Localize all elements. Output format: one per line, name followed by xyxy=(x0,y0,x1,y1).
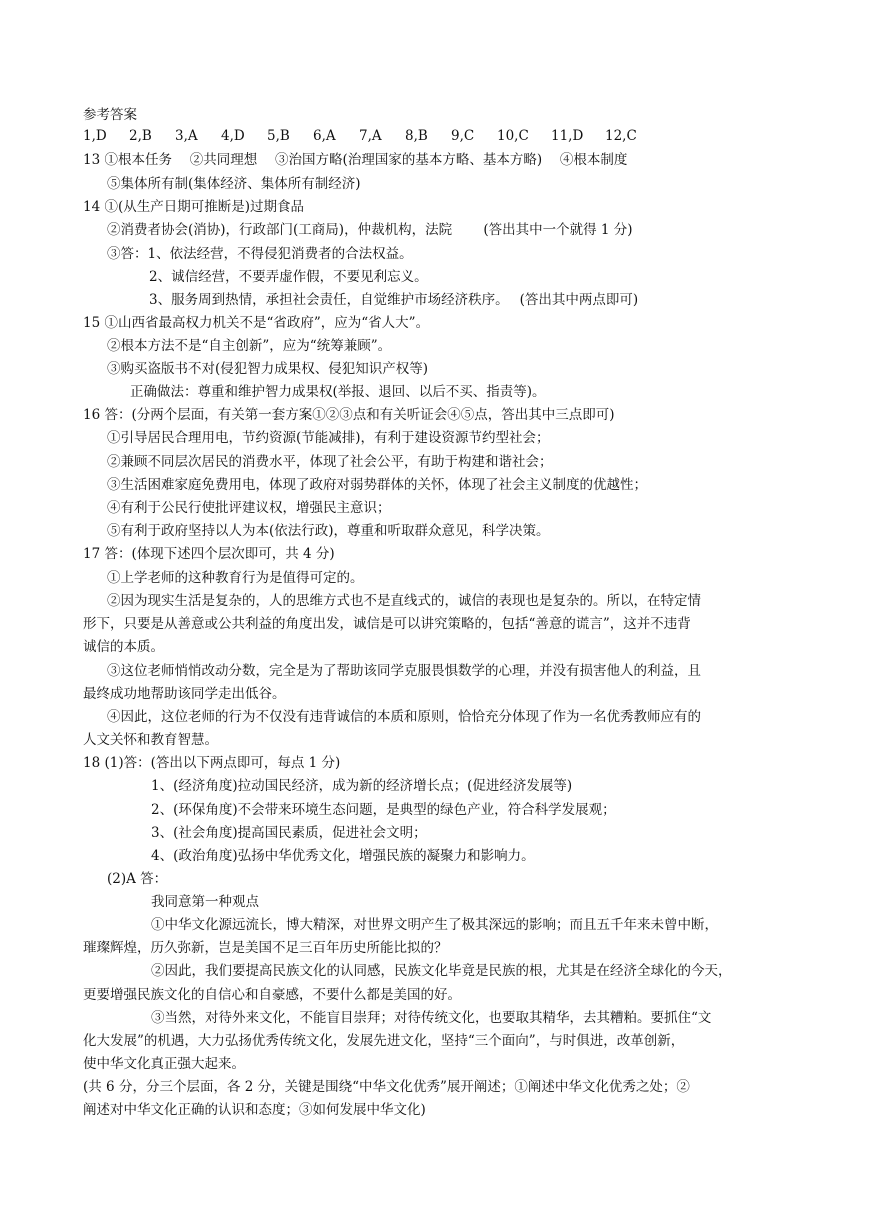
q16-answer: ②兼顾不同层次居民的消费水平，体现了社会公平，有助于构建和谐社会； xyxy=(107,454,553,470)
q17-answer: 形下，只要是从善意或公共利益的角度出发，诚信是可以讲究策略的，包括“善意的谎言”，这并不违背 xyxy=(83,616,691,632)
q15-answer: ②根本方法不是“自主创新”，应为“统筹兼顾”。 xyxy=(107,338,392,354)
choice-answer: 1,D xyxy=(83,128,107,144)
q14-answer: 2、诚信经营，不要弄虚作假，不要见利忘义。 xyxy=(149,269,428,285)
choice-answer: 7,A xyxy=(359,128,382,144)
q13-answer: ⑤集体所有制(集体经济、集体所有制经济) xyxy=(107,176,361,192)
q17-answer: 诚信的本质。 xyxy=(83,639,164,655)
q18-answer: 更要增强民族文化的自信心和自豪感，不要什么都是美国的好。 xyxy=(83,987,461,1003)
q17-answer: ④因此，这位老师的行为不仅没有违背诚信的本质和原则，恰恰充分体现了作为一名优秀教师应有的 xyxy=(107,709,701,725)
q17-answer: 人文关怀和教育智慧。 xyxy=(83,732,218,748)
q18-answer: 璀璨辉煌，历久弥新，岂是美国不足三百年历史所能比拟的？ xyxy=(83,940,448,956)
choice-answer: 8,B xyxy=(405,128,428,144)
choice-answer: 6,A xyxy=(313,128,336,144)
scoring-note: (共 6 分，分三个层面，各 2 分，关键是围绕“中华文化优秀”展开阐述；①阐述中华文化优秀之处；② xyxy=(83,1079,690,1095)
q18-answer: 4、(政治角度)弘扬中华优秀文化，增强民族的凝聚力和影响力。 xyxy=(151,848,535,864)
q17-answer: 最终成功地帮助该同学走出低谷。 xyxy=(83,686,286,702)
choice-answer: 4,D xyxy=(221,128,245,144)
choice-answer: 10,C xyxy=(497,128,529,144)
q16-answer: ①引导居民合理用电，节约资源(节能减排)，有利于建设资源节约型社会； xyxy=(107,430,550,446)
q17-answer: ①上学老师的这种教育行为是值得可定的。 xyxy=(107,570,364,586)
q18-answer: 我同意第一种观点 xyxy=(151,894,259,910)
q18-answer: (2)A 答： xyxy=(107,871,168,887)
choice-answer: 9,C xyxy=(451,128,475,144)
q14-answer: 14 ①(从生产日期可推断是)过期食品 xyxy=(83,199,305,215)
q16-answer: 16 答：(分两个层面，有关第一套方案①②③点和有关听证会④⑤点，答出其中三点即可) xyxy=(83,407,615,423)
choice-answer: 2,B xyxy=(129,128,152,144)
q14-answer: ③答：1、依法经营，不得侵犯消费者的合法权益。 xyxy=(107,246,413,262)
q15-answer: 正确做法：尊重和维护智力成果权(举报、退回、以后不买、指责等)。 xyxy=(130,384,546,400)
scoring-note: 阐述对中华文化正确的认识和态度；③如何发展中华文化) xyxy=(83,1102,426,1118)
q18-answer: 3、(社会角度)提高国民素质，促进社会文明； xyxy=(151,825,427,841)
choice-answer: 11,D xyxy=(551,128,584,144)
q18-answer: 化大发展”的机遇，大力弘扬优秀传统文化，发展先进文化，坚持“三个面向”，与时俱进，改革创新， xyxy=(83,1033,685,1049)
q17-answer: ②因为现实生活是复杂的，人的思维方式也不是直线式的，诚信的表现也是复杂的。所以，在特定情 xyxy=(107,593,701,609)
q16-answer: ④有利于公民行使批评建议权，增强民主意识； xyxy=(107,500,391,516)
q18-answer: 18 (1)答：(答出以下两点即可，每点 1 分) xyxy=(83,755,341,771)
q18-answer: 1、(经济角度)拉动国民经济，成为新的经济增长点；(促进经济发展等) xyxy=(151,778,573,794)
q18-answer: 2、(环保角度)不会带来环境生态问题，是典型的绿色产业，符合科学发展观； xyxy=(151,802,616,818)
q14-answer: ②消费者协会(消协)，行政部门(工商局)，仲裁机构，法院 (答出其中一个就得 1 分) xyxy=(107,222,633,238)
q15-answer: 15 ①山西省最高权力机关不是“省政府”，应为“省人大”。 xyxy=(83,315,430,331)
q17-answer: 17 答：(体现下述四个层次即可，共 4 分) xyxy=(83,546,335,562)
q18-answer: ①中华文化源远流长，博大精深，对世界文明产生了极其深远的影响；而且五千年来未曾中断， xyxy=(151,917,718,933)
q16-answer: ③生活困难家庭免费用电，体现了政府对弱势群体的关怀，体现了社会主义制度的优越性； xyxy=(107,477,647,493)
page-title: 参考答案 xyxy=(83,107,137,123)
q18-answer: ②因此，我们要提高民族文化的认同感，民族文化毕竟是民族的根，尤其是在经济全球化的今天， xyxy=(151,963,732,979)
q13-answer: 13 ①根本任务 ②共同理想 ③治国方略(治理国家的基本方略、基本方略) ④根本制度 xyxy=(83,152,628,168)
q18-answer: ③当然，对待外来文化，不能盲目崇拜；对待传统文化，也要取其精华，去其糟粕。要抓住“文 xyxy=(151,1010,712,1026)
q18-answer: 使中华文化真正强大起来。 xyxy=(83,1056,245,1072)
choice-answer: 5,B xyxy=(267,128,290,144)
choice-answer: 12,C xyxy=(605,128,637,144)
choice-answer: 3,A xyxy=(175,128,198,144)
q15-answer: ③购买盗版书不对(侵犯智力成果权、侵犯知识产权等) xyxy=(107,361,429,377)
q17-answer: ③这位老师悄悄改动分数，完全是为了帮助该同学克服畏惧数学的心理，并没有损害他人的利益，且 xyxy=(107,663,701,679)
q14-answer: 3、服务周到热情，承担社会责任，自觉维护市场经济秩序。 (答出其中两点即可) xyxy=(149,292,639,308)
q16-answer: ⑤有利于政府坚持以人为本(依法行政)，尊重和听取群众意见，科学决策。 xyxy=(107,523,550,539)
